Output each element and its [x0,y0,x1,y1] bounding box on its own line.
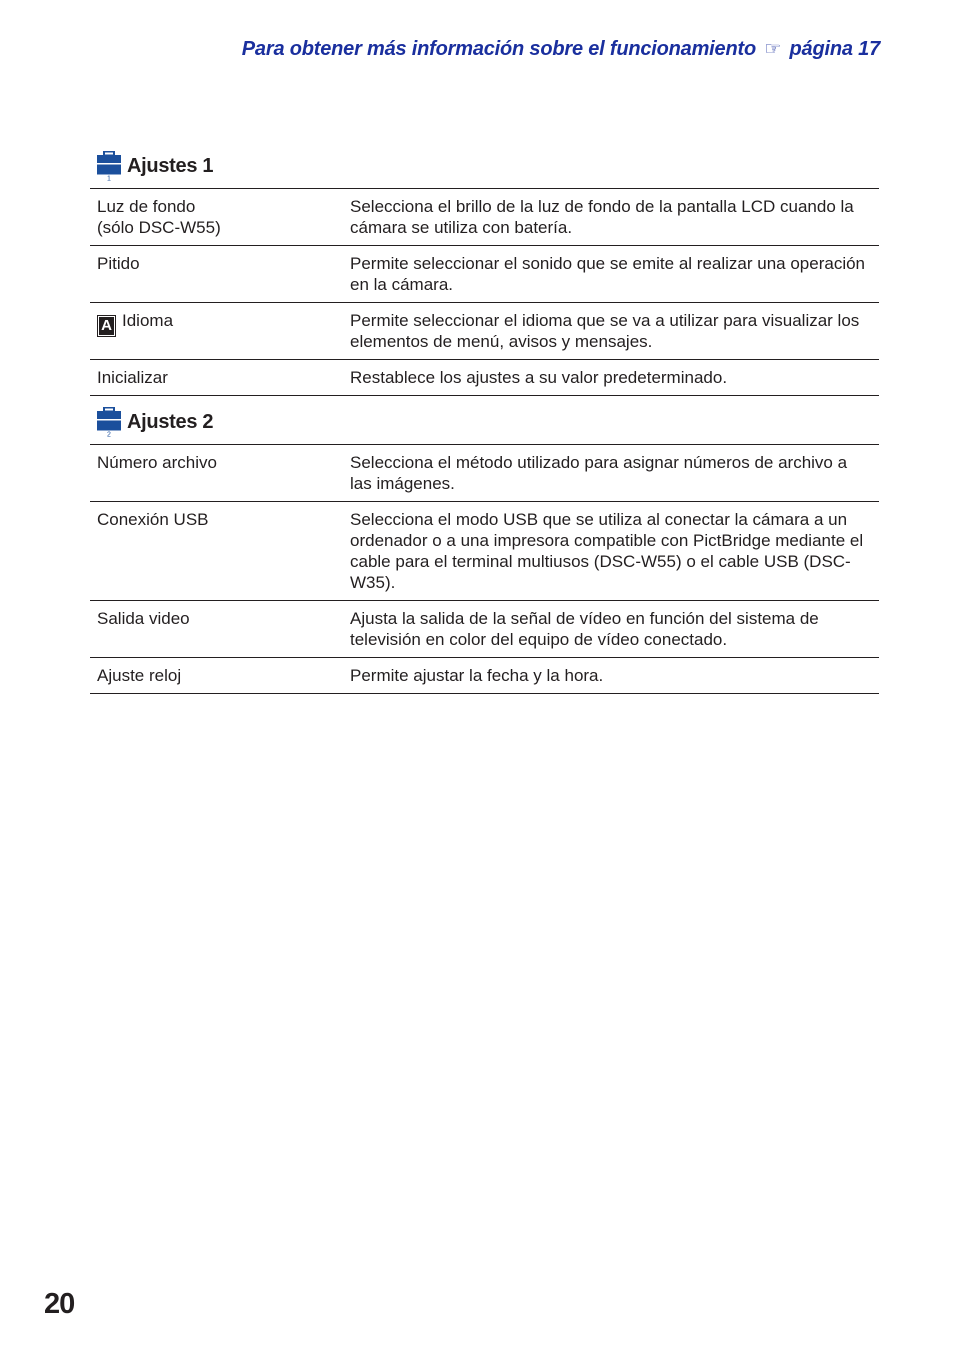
setting-name-note: (sólo DSC-W55) [97,218,221,237]
setting-name: Inicializar [97,368,168,387]
setting-description: Ajusta la salida de la señal de vídeo en función del sistema de televisión en color del equipo de vídeo conectado. [350,609,819,649]
table-row-conexion-usb [90,502,879,601]
table-row-ajuste-reloj [90,658,879,694]
setting-name: Número archivo [97,453,217,472]
section-title-ajustes-2 [90,407,879,445]
reference-page-text: página 17 [789,38,880,60]
toolbox-number: 1 [107,175,111,181]
table-row-pitido [90,246,879,303]
section-heading: Ajustes 2 [127,411,214,433]
setting-description: Permite seleccionar el sonido que se emite al realizar una operación en la cámara. [350,254,866,294]
reference-link-text: Para obtener más información sobre el funcionamiento [241,38,756,60]
section-ajustes-2 [90,407,879,694]
page-number: 20 [44,1288,75,1320]
setting-name: Conexión USB [97,510,209,529]
setting-name [90,189,343,246]
toolbox-2-icon [97,407,121,437]
table-row-idioma [90,303,879,360]
setting-description: Permite seleccionar el idioma que se va a utilizar para visualizar los elementos de menú, avisos y mensajes. [350,311,860,351]
setting-name: Pitido [97,254,140,273]
setting-name: Ajuste reloj [97,666,182,685]
setting-name-line: Luz de fondo [97,197,196,216]
setting-description: Permite ajustar la fecha y la hora. [350,666,604,685]
table-row-inicializar [90,360,879,396]
setting-description: Selecciona el brillo de la luz de fondo de la pantalla LCD cuando la cámara se utiliza con batería. [350,197,854,237]
table-row-numero-archivo [90,445,879,502]
language-a-icon: A [97,315,116,337]
setting-description: Selecciona el modo USB que se utiliza al conectar la cámara a un ordenador o a una impresora compatible con PictBridge mediante el cable para el terminal multiusos (DSC-W55) o el cable USB (DSC-W35). [350,510,864,592]
table-row-salida-video [90,601,879,658]
toolbox-1-icon [97,151,121,181]
pointing-hand-icon: ☞ [764,39,782,60]
settings-table-2 [90,445,879,694]
setting-name: Idioma [122,311,174,330]
section-heading: Ajustes 1 [127,155,214,177]
setting-name: Salida video [97,609,190,628]
section-title-ajustes-1 [90,151,879,189]
setting-name-cell [90,303,343,360]
toolbox-number: 2 [107,431,111,437]
reference-link[interactable] [242,38,880,61]
table-row-luz-de-fondo [90,189,879,246]
setting-description: Restablece los ajustes a su valor predeterminado. [350,368,728,387]
settings-table-1 [90,189,879,396]
section-ajustes-1 [90,151,879,396]
setting-description: Selecciona el método utilizado para asignar números de archivo a las imágenes. [350,453,848,493]
